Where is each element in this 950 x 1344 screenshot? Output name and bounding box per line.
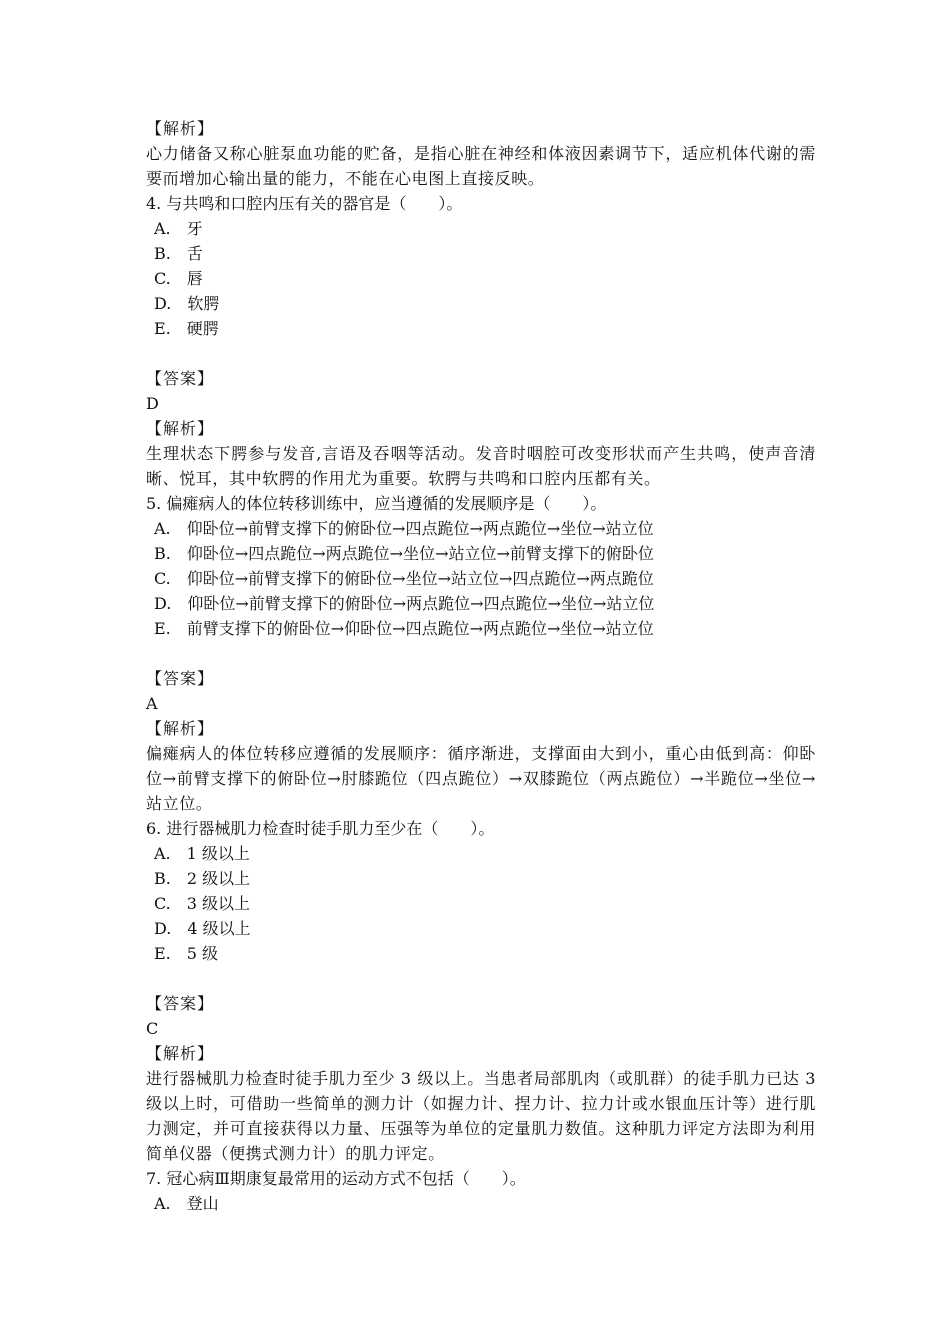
answer-option: E. 硬腭 xyxy=(154,319,219,338)
explanation-paragraph: 生理状态下腭参与发音,言语及吞咽等活动。发音时咽腔可改变形状而产生共鸣，使声音清晰、悦耳，其中软腭的作用尤为重要。软腭与共鸣和口腔内压都有关。 xyxy=(146,444,816,488)
answer-option: D. 4 级以上 xyxy=(154,919,251,938)
section-label: 【解析】 xyxy=(146,419,215,438)
question-text: 4. 与共鸣和口腔内压有关的器官是（ ）。 xyxy=(146,194,463,213)
document-content xyxy=(146,116,816,1216)
blank-line xyxy=(146,641,816,666)
answer-option: D. 仰卧位→前臂支撑下的俯卧位→两点跪位→四点跪位→坐位→站立位 xyxy=(154,594,655,613)
answer-option: E. 前臂支撑下的俯卧位→仰卧位→四点跪位→两点跪位→坐位→站立位 xyxy=(154,619,654,638)
answer-option: C. 仰卧位→前臂支撑下的俯卧位→坐位→站立位→四点跪位→两点跪位 xyxy=(154,569,654,588)
blank-line xyxy=(146,966,816,991)
blank-line xyxy=(146,341,816,366)
answer-option: A. 1 级以上 xyxy=(154,844,250,863)
question-text: 6. 进行器械肌力检查时徒手肌力至少在（ ）。 xyxy=(146,819,495,838)
answer-value: C xyxy=(146,1019,159,1038)
answer-option: C. 唇 xyxy=(154,269,203,288)
section-label: 【答案】 xyxy=(146,369,215,388)
explanation-paragraph: 偏瘫病人的体位转移应遵循的发展顺序：循序渐进，支撑面由大到小，重心由低到高：仰卧位→前臂支撑下的俯卧位→肘膝跪位（四点跪位）→双膝跪位（两点跪位）→半跪位→坐位→站立位。 xyxy=(146,744,816,813)
question-text: 5. 偏瘫病人的体位转移训练中，应当遵循的发展顺序是（ ）。 xyxy=(146,494,607,513)
answer-value: A xyxy=(146,694,158,713)
answer-option: A. 仰卧位→前臂支撑下的俯卧位→四点跪位→两点跪位→坐位→站立位 xyxy=(154,519,654,538)
question-text: 7. 冠心病Ⅲ期康复最常用的运动方式不包括（ ）。 xyxy=(146,1169,526,1188)
document-page xyxy=(146,116,816,1216)
answer-option: A. 牙 xyxy=(154,219,203,238)
explanation-paragraph: 心力储备又称心脏泵血功能的贮备，是指心脏在神经和体液因素调节下，适应机体代谢的需要而增加心输出量的能力，不能在心电图上直接反映。 xyxy=(146,144,816,188)
answer-value: D xyxy=(146,394,159,413)
answer-option: B. 仰卧位→四点跪位→两点跪位→坐位→站立位→前臂支撑下的俯卧位 xyxy=(154,544,654,563)
section-label: 【解析】 xyxy=(146,119,215,138)
explanation-paragraph: 进行器械肌力检查时徒手肌力至少 3 级以上。当患者局部肌肉（或肌群）的徒手肌力已达 3 级以上时，可借助一些简单的测力计（如握力计、捏力计、拉力计或水银血压计等）进行肌力测定，并可直接获得以力量、压强等为单位的定量肌力数值。这种肌力评定方法即为利用简单仪器（便携式测力计）的肌力评定。 xyxy=(146,1069,816,1163)
answer-option: C. 3 级以上 xyxy=(154,894,251,913)
section-label: 【答案】 xyxy=(146,669,215,688)
answer-option: D. 软腭 xyxy=(154,294,220,313)
answer-option: B. 舌 xyxy=(154,244,203,263)
answer-option: E. 5 级 xyxy=(154,944,219,963)
section-label: 【解析】 xyxy=(146,1044,215,1063)
section-label: 【解析】 xyxy=(146,719,215,738)
answer-option: B. 2 级以上 xyxy=(154,869,251,888)
answer-option: A. 登山 xyxy=(154,1194,219,1213)
section-label: 【答案】 xyxy=(146,994,215,1013)
